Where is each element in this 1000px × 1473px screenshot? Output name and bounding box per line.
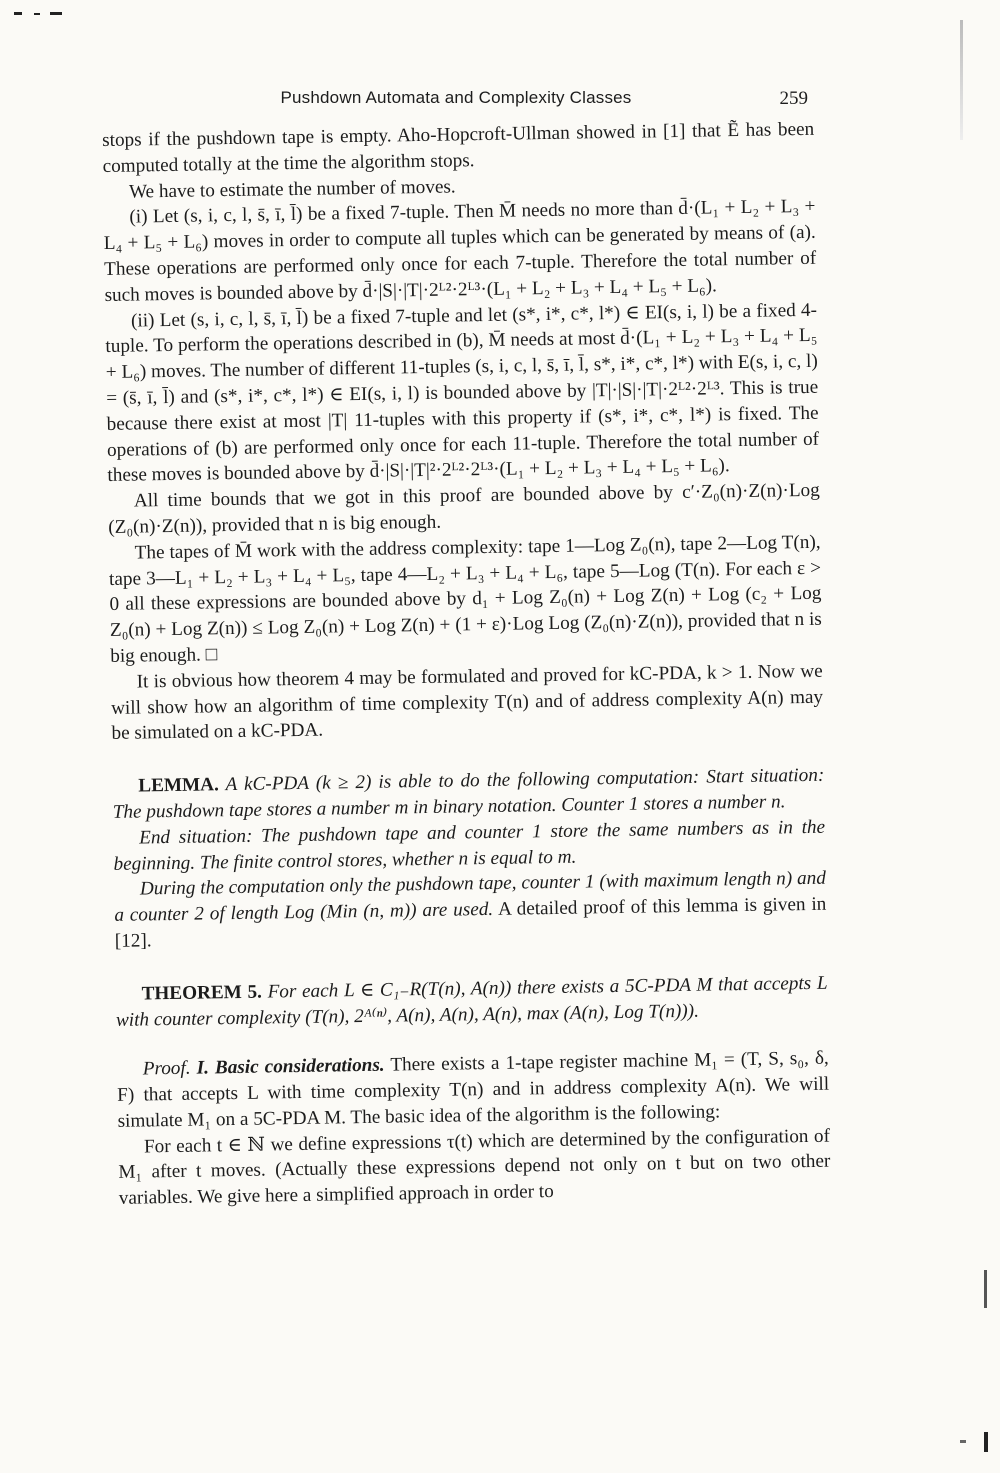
running-head: Pushdown Automata and Complexity Classes bbox=[280, 88, 632, 107]
proof-paragraph: For each t ∈ ℕ we define expressions τ(t) which are determined by the configuration of M₁ after t moves. (Actually these expressions depend not only on t but on two other variables. We give here a simplified approach in order to bbox=[118, 1125, 831, 1210]
scan-mark bbox=[50, 12, 62, 15]
paragraph: All time bounds that we got in this proof are bounded above by c′·Z₀(n)·Z(n)·Log (Z₀(n)·Z(n)), provided that n is big enough. bbox=[108, 479, 820, 538]
paragraph: (i) Let (s, i, c, l, s̄, ī, l̄) be a fixed 7-tuple. Then M̄ needs no more than d̄·(L₁ + L₂ + L₃ + L₄ + L₅ + L₆) moves in order to compute all tuples which can be generated by means of (a). These operations are performed only once for each 7-tuple. Therefore the total number of such moves is bounded above by d̄·|S|·|T|·2ᴸ²·2ᴸ³·(L₁ + L₂ + L₃ + L₄ + L₅ + L₆). bbox=[103, 196, 817, 306]
paragraph: stops if the pushdown tape is empty. Aho-Hopcroft-Ullman showed in [1] that Ẽ has been computed totally at the time the algorithm stops. bbox=[102, 118, 815, 177]
lemma-end-situation: End situation: The pushdown tape and counter 1 store the same numbers as in the beginning. The finite control stores, whether n is equal to m. bbox=[113, 816, 826, 875]
lemma-proof-note: A detailed proof of this lemma is given in [12]. bbox=[114, 893, 827, 952]
scan-edge-shadow bbox=[960, 20, 963, 140]
paragraph: It is obvious how theorem 4 may be formulated and proved for kC-PDA, k > 1. Now we will show how an algorithm of time complexity T(n) and of address complexity A(n) may be simulated on a kC-PDA. bbox=[110, 660, 824, 745]
scan-mark bbox=[960, 1440, 966, 1443]
proof-section-heading: I. Basic considerations. bbox=[196, 1054, 385, 1079]
scan-mark bbox=[984, 1270, 987, 1308]
lemma-text: A kC-PDA (k ≥ 2) is able to do the following computation: Start situation: The pushdown tape stores a number m in binary notation. Counter 1 stores a number n. bbox=[112, 764, 825, 823]
page-body bbox=[102, 117, 831, 1212]
scan-mark bbox=[34, 13, 40, 15]
scan-mark bbox=[14, 12, 22, 15]
theorem-text: For each L ∈ C₁₋R(T(n), A(n)) there exists a 5C-PDA M that accepts L with counter complexity (T(n), 2ᴬ⁽ⁿ⁾, A(n), A(n), A(n), max (A(n), Log T(n))). bbox=[115, 972, 828, 1031]
theorem-statement bbox=[115, 970, 828, 1033]
lemma-during-text: During the computation only the pushdown tape, counter 1 (with maximum length n) and a counter 2 of length Log (Min (n, m)) are used. bbox=[114, 868, 827, 927]
paragraph: The tapes of M̄ work with the address complexity: tape 1—Log Z₀(n), tape 2—Log T(n), tape 3—L₁ + L₂ + L₃ + L₄ + L₅, tape 4—L₂ + L₃ + L₄ + L₆, tape 5—Log (T(n). For each ε > 0 all these expressions are bounded above by d₁ + Log Z₀(n) + Log Z(n) + Log (c₂ + Log Z₀(n) + Log Z(n)) ≤ Log Z₀(n) + Log Z(n) + (1 + ε)·Log Log (Z₀(n)·Z(n)), provided that n is big enough. □ bbox=[108, 531, 822, 667]
page-number: 259 bbox=[779, 88, 808, 109]
proof-paragraph bbox=[117, 1046, 830, 1135]
page-header bbox=[104, 88, 808, 118]
lemma-during bbox=[114, 866, 827, 955]
proof-text: There exists a 1-tape register machine M₁ = (T, S, s₀, δ, F) that accepts L with time complexity T(n) and in address complexity A(n). We will simulate M₁ on a 5C-PDA M. The basic idea of the algorithm is the following: bbox=[117, 1047, 830, 1132]
scan-mark bbox=[984, 1432, 988, 1452]
theorem-label: THEOREM 5. bbox=[141, 981, 263, 1005]
paragraph: We have to estimate the number of moves. bbox=[128, 176, 456, 203]
proof-label: Proof. bbox=[142, 1058, 191, 1080]
paragraph: (ii) Let (s, i, c, l, s̄, ī, l̄) be a fixed 7-tuple and let (s*, i*, c*, l*) ∈ EI(s, i, l) be a fixed 4-tuple. To perform the operations described in (b), M̄ needs at most d̄·(L₁ + L₂ + L₃ + L₄ + L₅ + L₆) moves. The number of different 11-tuples (s, i, c, l, s̄, ī, l̄, s*, i*, c*, l*) with E(s, i, c, l) = (s̄, ī, l̄) and (s*, i*, c*, l*) ∈ EI(s, i, l) is bounded above by |T|·|S|·|T|·2ᴸ²·2ᴸ³. This is true because there exist at most |T| 11-tuples with this property if (s*, i*, c*, l*) is fixed. The operations of (b) are performed only once for each 11-tuple. Therefore the total number of these moves is bounded above by d̄·|S|·|T|²·2ᴸ²·2ᴸ³·(L₁ + L₂ + L₃ + L₄ + L₅ + L₆). bbox=[105, 299, 820, 487]
lemma-label: LEMMA. bbox=[138, 774, 219, 797]
